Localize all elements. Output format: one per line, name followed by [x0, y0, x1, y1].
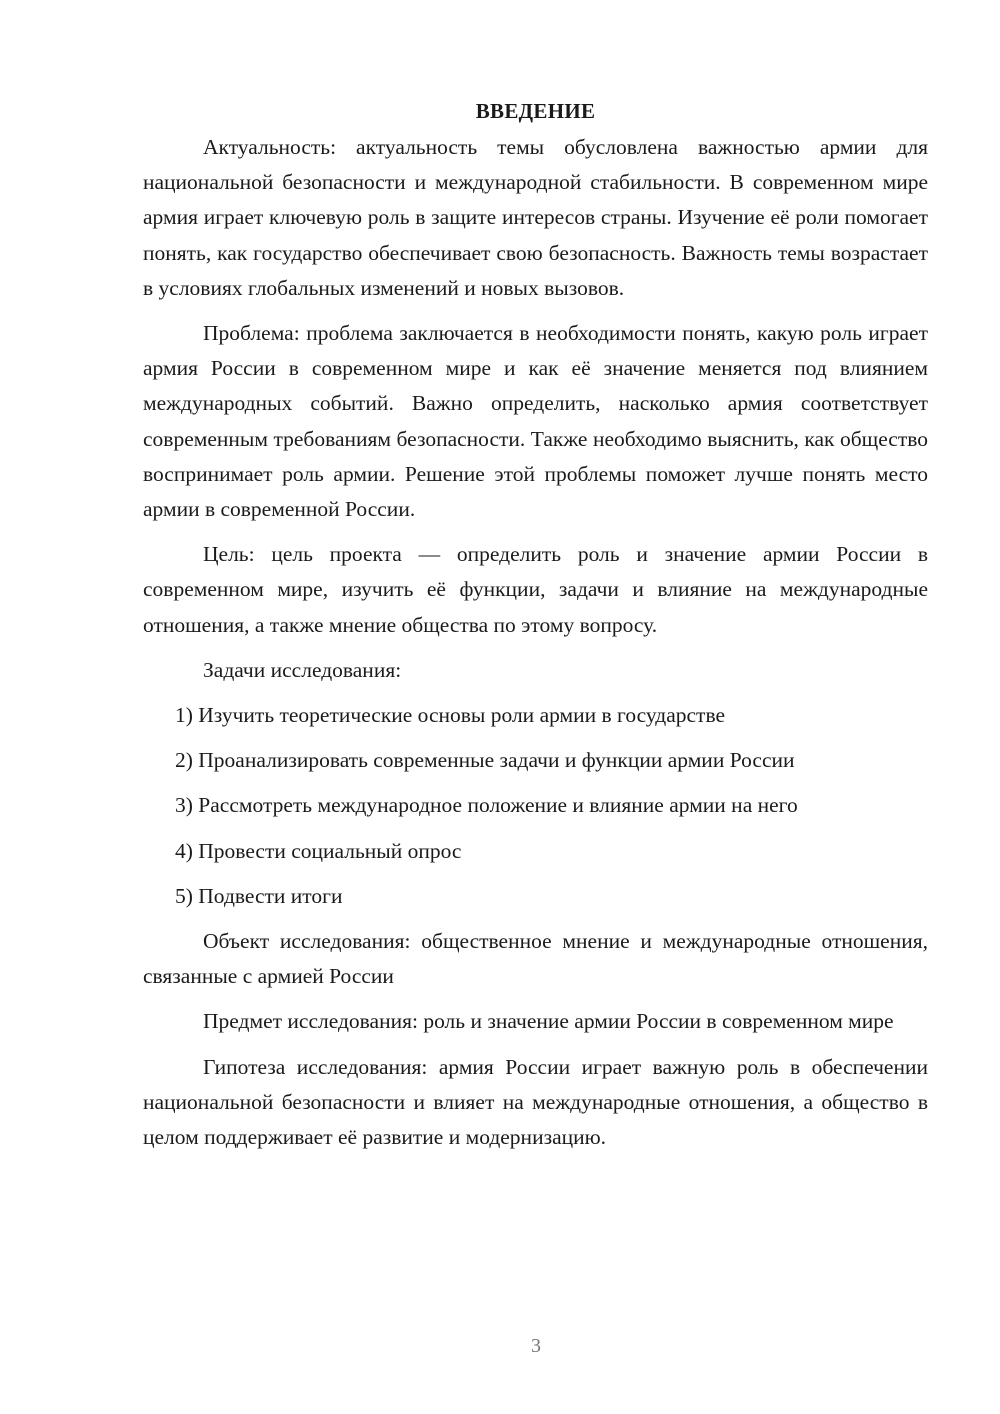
- task-item: 2) Проанализировать современные задачи и функции армии России: [175, 748, 795, 773]
- tasks-heading: Задачи исследования:: [203, 657, 402, 682]
- task-item: 1) Изучить теоретические основы роли армии в государстве: [175, 703, 726, 728]
- goal-paragraph: Цель: цель проекта — определить роль и значение армии России в современном мире, изучить её функции, задачи и влияние на международные отношения, а также мнение общества по этому вопросу.: [143, 542, 928, 637]
- problem-paragraph: Проблема: проблема заключается в необходимости понять, какую роль играет армия России в современном мире и как её значение меняется под влиянием международных событий. Важно определить, насколько армия соответствует современным требованиям безопасности. Также необходимо выяснить, как общество воспринимает роль армии. Решение этой проблемы поможет лучше понять место армии в современной России.: [143, 321, 928, 522]
- hypothesis-paragraph: Гипотеза исследования: армия России играет важную роль в обеспечении национальной безопасности и влияет на международные отношения, а общество в целом поддерживает её развитие и модернизацию.: [143, 1054, 928, 1150]
- task-item: 5) Подвести итоги: [175, 883, 343, 908]
- section-title: ВВЕДЕНИЕ: [475, 99, 596, 123]
- object-paragraph: Объект исследования: общественное мнение и международные отношения, связанные с армией России: [143, 929, 928, 989]
- tasks-list: [143, 698, 928, 914]
- task-item: 3) Рассмотреть международное положение и влияние армии на него: [175, 793, 798, 818]
- task-item: 4) Провести социальный опрос: [175, 838, 462, 863]
- relevance-paragraph: Актуальность: актуальность темы обусловлена важностью армии для национальной безопасности и международной стабильности. В современном мире армия играет ключевую роль в защите интересов страны. Изучение её роли помогает понять, как государство обеспечивает свою безопасность. Важность темы возрастает в условиях глобальных изменений и новых вызовов.: [143, 135, 928, 300]
- subject-paragraph: Предмет исследования: роль и значение армии России в современном мире: [203, 1009, 894, 1034]
- page-content: [143, 96, 928, 1165]
- page-number: 3: [531, 1335, 541, 1357]
